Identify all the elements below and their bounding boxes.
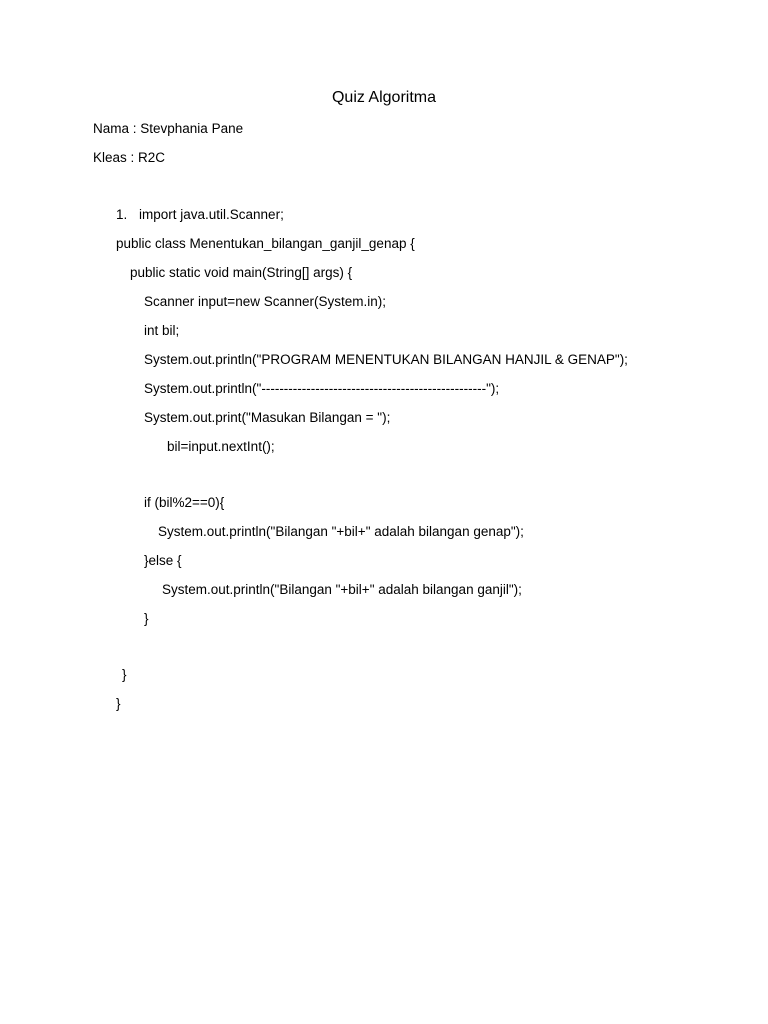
code-line-scanner: Scanner input=new Scanner(System.in); [144,294,386,309]
student-name-line: Nama : Stevphania Pane [93,121,244,136]
code-line-class-declaration: public class Menentukan_bilangan_ganjil_genap { [116,236,415,251]
code-line-println-even: System.out.println("Bilangan "+bil+" adalah bilangan genap"); [158,524,524,539]
code-line-println-title: System.out.println("PROGRAM MENENTUKAN BILANGAN HANJIL & GENAP"); [144,352,628,367]
code-line-else: }else { [144,553,182,568]
code-line-println-separator: System.out.println("--------------------------------------------------"); [144,381,500,396]
code-line-println-odd: System.out.println("Bilangan "+bil+" adalah bilangan ganjil"); [162,582,522,597]
code-line-close-main: } [122,667,127,682]
student-class-line: Kleas : R2C [93,150,166,165]
code-line-main-method: public static void main(String[] args) { [130,265,353,280]
document-title: Quiz Algoritma [331,89,437,106]
code-line-close-else: } [144,611,149,626]
code-line-if: if (bil%2==0){ [144,495,225,510]
code-line-print-prompt: System.out.print("Masukan Bilangan = "); [144,410,391,425]
code-line-int-bil: int bil; [144,323,180,338]
code-line-import: import java.util.Scanner; [139,207,284,222]
list-number: 1. [116,207,128,222]
code-line-read-input: bil=input.nextInt(); [167,439,275,454]
code-line-close-class: } [116,696,121,711]
